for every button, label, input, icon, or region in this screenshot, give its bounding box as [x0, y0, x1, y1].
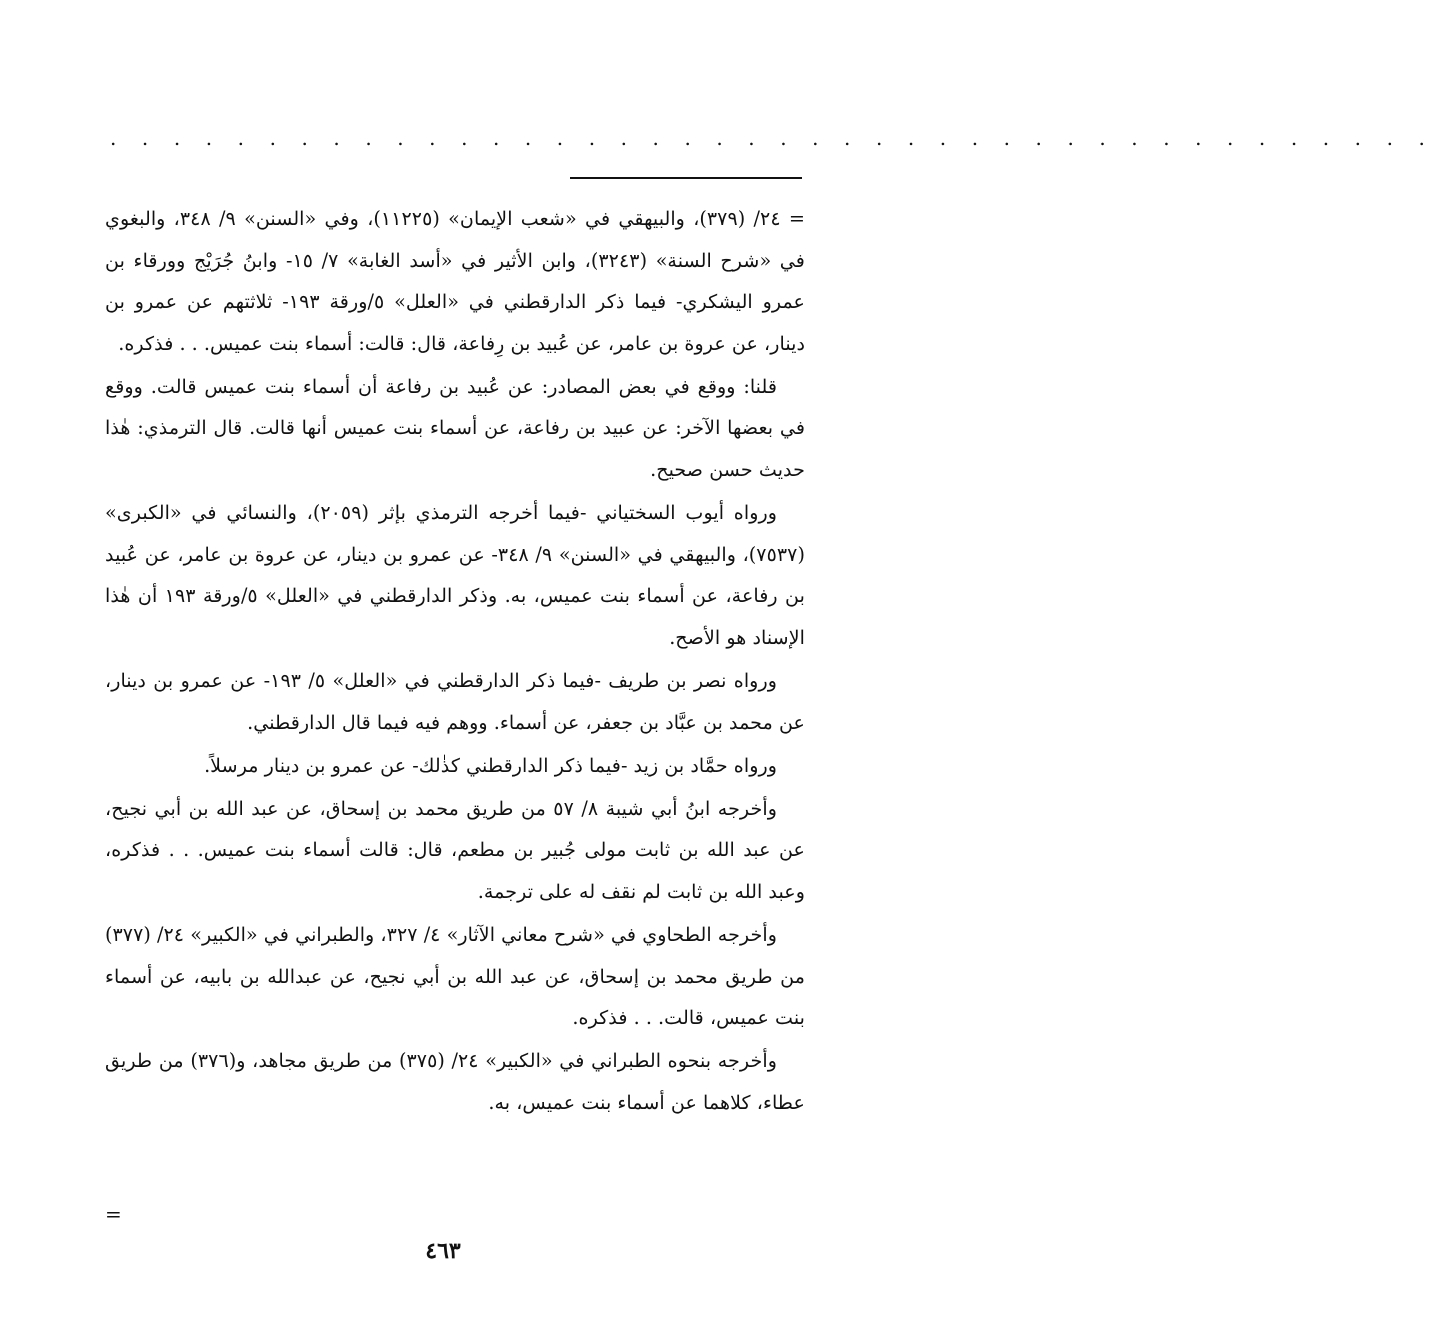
footnote-paragraph: قلنا: ووقع في بعض المصادر: عن عُبيد بن رفاعة أن أسماء بنت عميس قالت. ووقع في بعضها الآخر: عن عبيد بن رفاعة، عن أسماء بنت عميس أنها قالت. قال الترمذي: هٰذا حديث حسن صحيح.	[105, 374, 805, 482]
footnote-paragraph: وأخرجه بنحوه الطبراني في «الكبير» ٢٤/ (٣٧٥) من طريق مجاهد، و(٣٧٦) من طريق عطاء، كلاهما عن أسماء بنت عميس، به.	[105, 1049, 805, 1114]
footnote-paragraph: = ٢٤/ (٣٧٩)، والبيهقي في «شعب الإيمان» (١١٢٢٥)، وفي «السنن» ٩/ ٣٤٨، والبغوي في «شرح السنة» (٣٢٤٣)، وابن الأثير في «أسد الغابة» ٧/ ١٥- وابنُ جُرَيْج وورقاء بن عمرو اليشكري- فيما ذكر الدارقطني في «العلل» ٥/ورقة ١٩٣- ثلاثتهم عن عمرو بن دينار، عن عروة بن عامر، عن عُبيد بن رِفاعة، قال: قالت: أسماء بنت عميس. . . فذكره.	[105, 207, 805, 355]
continuation-mark: =	[105, 1202, 122, 1226]
footnote-paragraph: ورواه أيوب السختياني -فيما أخرجه الترمذي بإثر (٢٠٥٩)، والنسائي في «الكبرى» (٧٥٣٧)، والبيهقي في «السنن» ٩/ ٣٤٨- عن عمرو بن دينار، عن عروة بن عامر، عن عُبيد بن رفاعة، عن أسماء بنت عميس، به. وذكر الدارقطني في «العلل» ٥/ورقة ١٩٣ أن هٰذا الإسناد هو الأصح.	[105, 501, 805, 649]
dotted-separator: . . . . . . . . . . . . . . . . . . . . . . . . . . . . . . . . . . . . . . . . . .	[110, 126, 1434, 150]
page-number: ٤٦٣	[425, 1238, 461, 1264]
footnote-paragraph: ورواه نصر بن طريف -فيما ذكر الدارقطني في «العلل» ٥/ ١٩٣- عن عمرو بن دينار، عن محمد بن عبَّاد بن جعفر، عن أسماء. ووهم فيه فيما قال الدارقطني.	[105, 669, 805, 734]
footnote-body	[105, 198, 805, 1125]
footnote-paragraph: وأخرجه ابنُ أبي شيبة ٨/ ٥٧ من طريق محمد بن إسحاق، عن عبد الله بن أبي نجيح، عن عبد الله بن ثابت مولى جُبير بن مطعم، قال: قالت أسماء بنت عميس. . . فذكره، وعبد الله بن ثابت لم نقف له على ترجمة.	[105, 796, 805, 903]
footnote-rule	[570, 177, 802, 179]
footnote-paragraph: ورواه حمَّاد بن زيد -فيما ذكر الدارقطني كذٰلك- عن عمرو بن دينار مرسلاً.	[204, 753, 777, 777]
footnote-paragraph: وأخرجه الطحاوي في «شرح معاني الآثار» ٤/ ٣٢٧، والطبراني في «الكبير» ٢٤/ (٣٧٧) من طريق محمد بن إسحاق، عن عبد الله بن أبي نجيح، عن عبدالله بن بابيه، عن أسماء بنت عميس، قالت. . . فذكره.	[105, 923, 805, 1030]
